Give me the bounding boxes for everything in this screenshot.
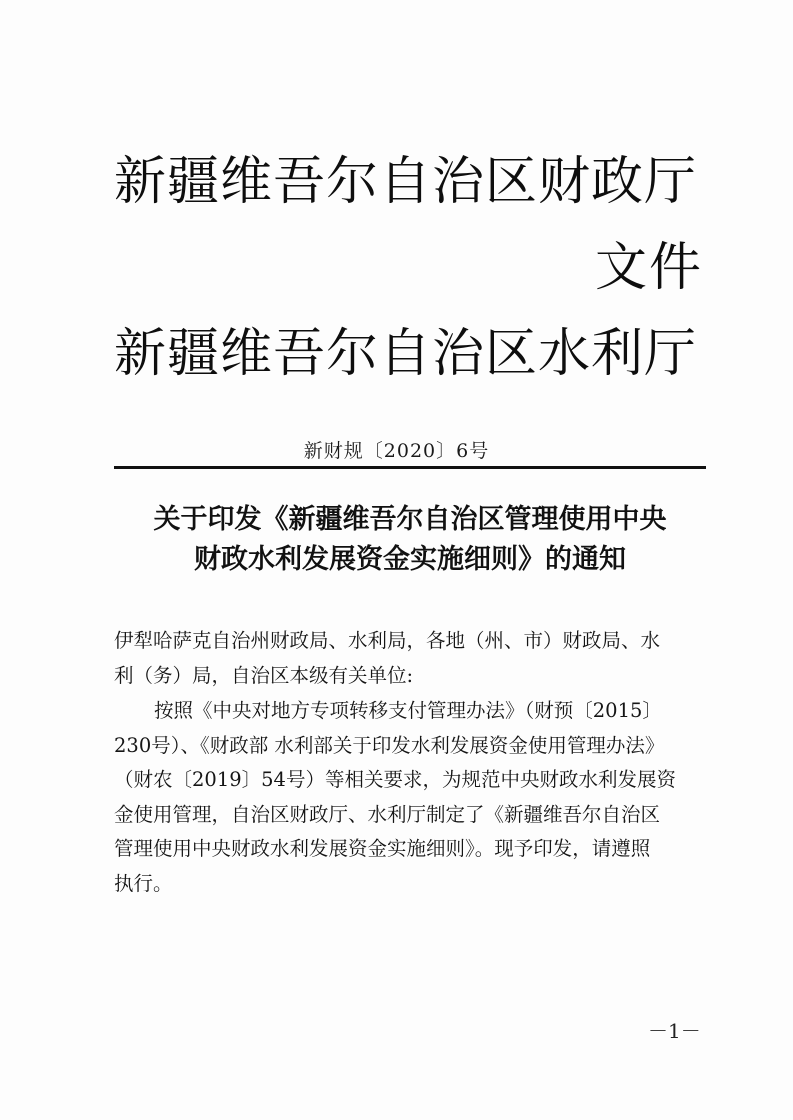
paragraph-line-2: 230号）、《财政部 水利部关于印发水利发展资金使用管理办法》 <box>114 733 665 757</box>
document-word: 文件 <box>594 238 703 298</box>
paragraph-line-1: 按照《中央对地方专项转移支付管理办法》（财预〔2015〕 <box>154 699 662 722</box>
paragraph-line-3: （财农〔2019〕54号）等相关要求，为规范中央财政水利发展资 <box>114 768 676 791</box>
document-title <box>100 500 720 580</box>
issuer-finance-department: 新疆维吾尔自治区财政厅 <box>114 152 698 212</box>
title-line-2: 财政水利发展资金实施细则》的通知 <box>194 544 626 575</box>
header-divider <box>114 466 706 469</box>
paragraph-line-6: 执行。 <box>114 871 173 895</box>
document-body <box>114 624 714 901</box>
issuer-water-department: 新疆维吾尔自治区水利厅 <box>114 324 698 384</box>
paragraph-line-5: 管理使用中央财政水利发展资金实施细则》。现予印发，请遵照 <box>114 837 651 860</box>
document-number: 新财规〔2020〕6号 <box>303 440 490 462</box>
page-number: －1－ <box>648 1019 701 1043</box>
title-line-1: 关于印发《新疆维吾尔自治区管理使用中央 <box>153 504 667 535</box>
addressee-line-2: 利（务）局，自治区本级有关单位: <box>114 663 414 687</box>
paragraph-line-4: 金使用管理，自治区财政厅、水利厅制定了《新疆维吾尔自治区 <box>114 802 661 826</box>
addressee-line-1: 伊犁哈萨克自治州财政局、水利局，各地（州、市）财政局、水 <box>114 629 661 652</box>
